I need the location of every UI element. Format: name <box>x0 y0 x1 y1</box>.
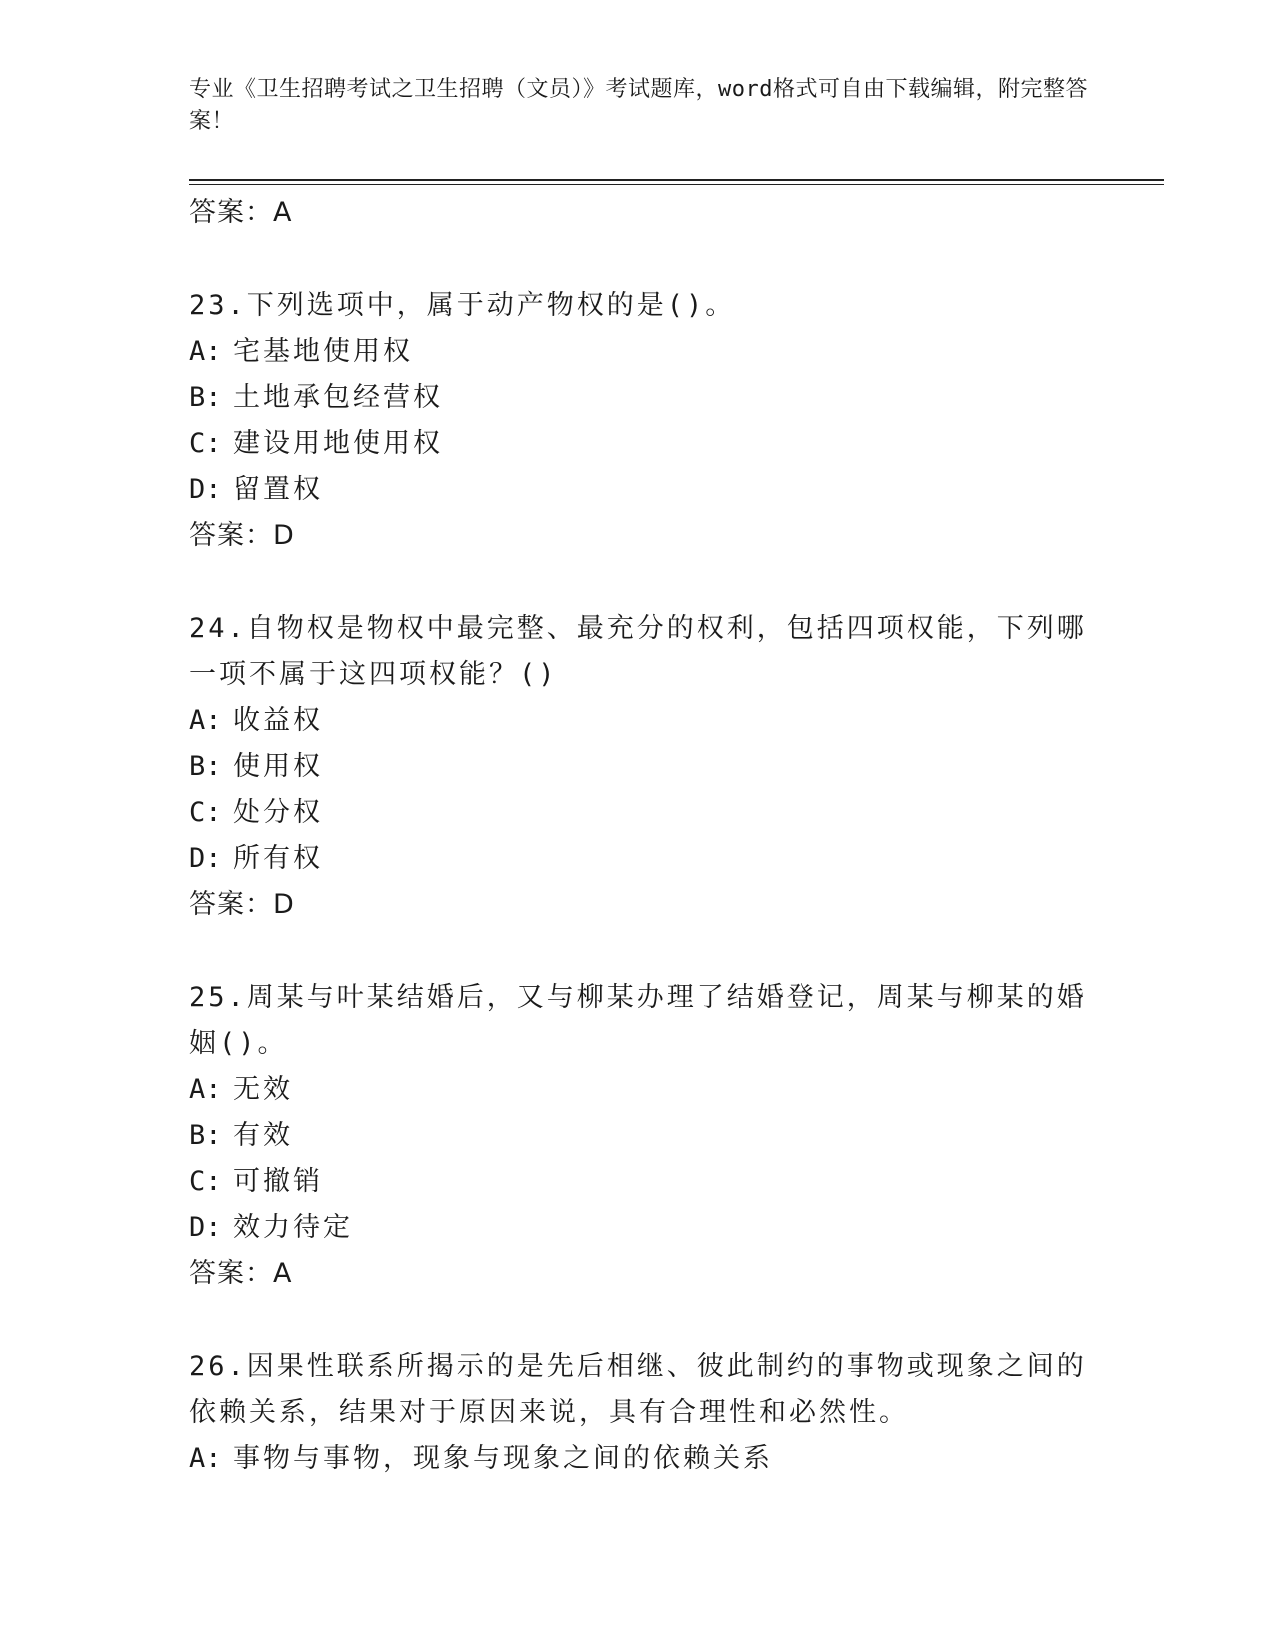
option-b <box>189 744 1089 790</box>
document-body <box>189 190 1089 1482</box>
option-text: 处分权 <box>233 797 323 828</box>
option-text: 使用权 <box>233 751 323 782</box>
option-c <box>189 421 1089 467</box>
question-number: 26. <box>189 1351 247 1382</box>
question-23 <box>189 283 1089 559</box>
answer: 答案：A <box>189 1258 293 1289</box>
option-b <box>189 1113 1089 1159</box>
option-letter: B: <box>189 382 222 413</box>
option-d <box>189 836 1089 882</box>
option-text: 建设用地使用权 <box>233 428 443 459</box>
option-text: 所有权 <box>233 843 323 874</box>
option-letter: C: <box>189 1166 222 1197</box>
option-c <box>189 790 1089 836</box>
spacer <box>189 928 1089 975</box>
option-text: 事物与事物，现象与现象之间的依赖关系 <box>233 1443 773 1474</box>
question-text: 下列选项中，属于动产物权的是()。 <box>246 290 736 321</box>
option-letter: D: <box>189 1212 222 1243</box>
option-text: 收益权 <box>233 705 323 736</box>
question-stem <box>189 1344 1089 1436</box>
question-text: 周某与叶某结婚后，又与柳某办理了结婚登记，周某与柳某的婚姻()。 <box>189 982 1087 1059</box>
option-text: 留置权 <box>233 474 323 505</box>
option-d <box>189 1205 1089 1251</box>
spacer <box>189 559 1089 606</box>
document-header <box>189 74 1089 138</box>
option-letter: A: <box>189 336 222 367</box>
question-stem <box>189 283 1089 329</box>
option-letter: D: <box>189 843 222 874</box>
option-d <box>189 467 1089 513</box>
option-a <box>189 1436 1089 1482</box>
option-text: 无效 <box>233 1074 293 1105</box>
option-letter: A: <box>189 1074 222 1105</box>
question-text: 因果性联系所揭示的是先后相继、彼此制约的事物或现象之间的依赖关系，结果对于原因来说，具有合理性和必然性。 <box>189 1351 1087 1428</box>
option-text: 可撤销 <box>233 1166 323 1197</box>
spacer <box>189 1297 1089 1344</box>
option-text: 宅基地使用权 <box>233 336 413 367</box>
question-number: 25. <box>189 982 247 1013</box>
option-text: 效力待定 <box>233 1212 353 1243</box>
question-number: 24. <box>189 613 247 644</box>
option-a <box>189 698 1089 744</box>
option-a <box>189 329 1089 375</box>
answer: 答案：D <box>189 889 295 920</box>
question-stem <box>189 606 1089 698</box>
question-24 <box>189 606 1089 928</box>
spacer <box>189 236 1089 283</box>
answer: 答案：D <box>189 520 295 551</box>
option-letter: C: <box>189 428 222 459</box>
question-25 <box>189 975 1089 1297</box>
option-text: 有效 <box>233 1120 293 1151</box>
header-divider-thin <box>189 184 1164 185</box>
header-divider <box>189 179 1164 181</box>
question-text: 自物权是物权中最完整、最充分的权利，包括四项权能，下列哪一项不属于这四项权能？() <box>189 613 1087 690</box>
option-b <box>189 375 1089 421</box>
previous-answer: 答案：A <box>189 197 293 228</box>
option-letter: B: <box>189 751 222 782</box>
option-letter: C: <box>189 797 222 828</box>
option-c <box>189 1159 1089 1205</box>
option-letter: B: <box>189 1120 222 1151</box>
option-letter: D: <box>189 474 222 505</box>
question-26 <box>189 1344 1089 1482</box>
question-stem <box>189 975 1089 1067</box>
option-letter: A: <box>189 1443 222 1474</box>
option-a <box>189 1067 1089 1113</box>
header-text: 专业《卫生招聘考试之卫生招聘（文员）》考试题库，word格式可自由下载编辑，附完整答案！ <box>189 77 1088 134</box>
question-number: 23. <box>189 290 247 321</box>
option-letter: A: <box>189 705 222 736</box>
option-text: 土地承包经营权 <box>233 382 443 413</box>
